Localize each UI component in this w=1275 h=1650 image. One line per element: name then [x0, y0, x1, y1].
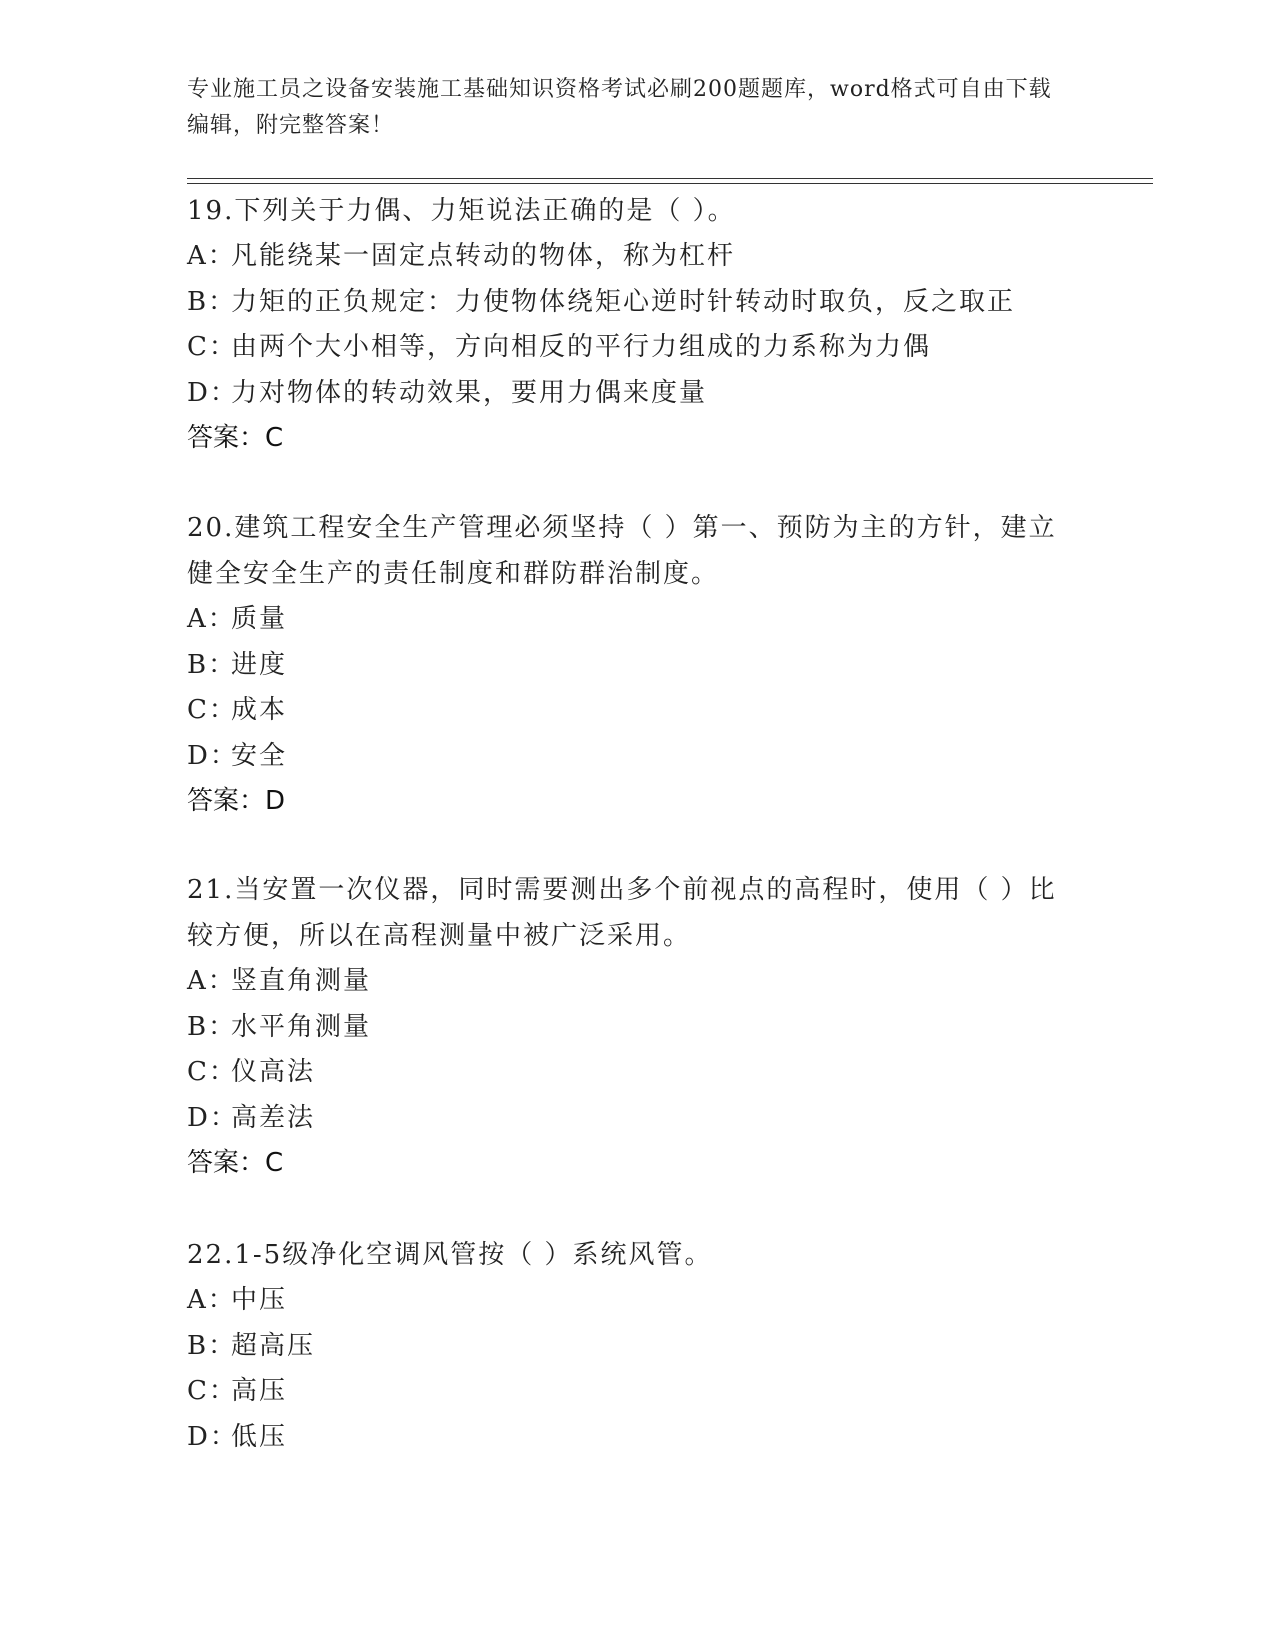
question-stem: 22.1-5级净化空调风管按（ ）系统风管。 — [187, 1240, 713, 1270]
option-text: 中压 — [231, 1285, 288, 1315]
option-key: A： — [187, 604, 236, 634]
answer-value: C — [265, 423, 284, 454]
question-stem: 19.下列关于力偶、力矩说法正确的是（ ）。 — [187, 196, 736, 226]
option-text: 力对物体的转动效果，要用力偶来度量 — [231, 377, 708, 408]
option-text: 竖直角测量 — [231, 966, 372, 996]
option-key: A： — [187, 241, 236, 271]
answer-label: 答案： — [187, 786, 266, 817]
option-key: D： — [187, 1102, 238, 1133]
header-divider-top — [187, 178, 1153, 179]
option-key: A： — [187, 1285, 236, 1315]
option-key: C： — [187, 332, 237, 363]
option-d — [187, 371, 1067, 417]
option-text: 进度 — [231, 649, 288, 680]
option-a — [187, 234, 1067, 280]
answer-line — [187, 416, 1067, 462]
option-c — [187, 325, 1067, 371]
option-key: D： — [187, 740, 238, 771]
option-key: B： — [187, 1011, 237, 1042]
option-a — [187, 1278, 1067, 1324]
option-b — [187, 1005, 1067, 1051]
answer-label: 答案： — [187, 423, 266, 454]
question-21 — [187, 867, 1067, 1187]
header-divider-bottom — [187, 183, 1153, 184]
option-key: C： — [187, 695, 237, 726]
question-19 — [187, 188, 1067, 462]
option-key: B： — [187, 286, 237, 317]
option-b — [187, 280, 1067, 326]
option-c — [187, 1369, 1067, 1415]
question-22 — [187, 1232, 1067, 1460]
option-c — [187, 688, 1067, 734]
option-d — [187, 1096, 1067, 1142]
option-key: C： — [187, 1376, 237, 1407]
option-text: 凡能绕某一固定点转动的物体，称为杠杆 — [231, 241, 736, 271]
option-text: 由两个大小相等，方向相反的平行力组成的力系称为力偶 — [231, 332, 932, 363]
option-key: C： — [187, 1057, 237, 1088]
option-key: D： — [187, 1421, 238, 1452]
answer-line — [187, 1141, 1067, 1187]
question-stem: 21.当安置一次仪器，同时需要测出多个前视点的高程时，使用（ ）比较方便，所以在高程测量中被广泛采用。 — [187, 875, 1057, 951]
option-b — [187, 643, 1067, 689]
option-c — [187, 1050, 1067, 1096]
option-key: B： — [187, 1330, 237, 1361]
option-key: A： — [187, 966, 236, 996]
document-header: 专业施工员之设备安装施工基础知识资格考试必刷200题题库，word格式可自由下载编辑，附完整答案！ — [187, 77, 1052, 138]
option-text: 低压 — [231, 1421, 288, 1452]
option-text: 仪高法 — [231, 1057, 316, 1088]
answer-value: D — [265, 786, 286, 817]
option-text: 水平角测量 — [231, 1011, 372, 1042]
option-text: 高压 — [231, 1376, 288, 1407]
option-d — [187, 1415, 1067, 1461]
option-text: 高差法 — [231, 1102, 316, 1133]
option-text: 超高压 — [231, 1330, 316, 1361]
option-text: 安全 — [231, 740, 288, 771]
option-key: B： — [187, 649, 237, 680]
question-20 — [187, 505, 1067, 825]
option-b — [187, 1324, 1067, 1370]
option-text: 质量 — [231, 604, 288, 634]
option-a — [187, 597, 1067, 643]
answer-value: C — [265, 1148, 284, 1179]
question-stem: 20.建筑工程安全生产管理必须坚持（ ）第一、预防为主的方针，建立健全安全生产的责任制度和群防群治制度。 — [187, 513, 1057, 589]
option-key: D： — [187, 377, 238, 408]
answer-label: 答案： — [187, 1148, 266, 1179]
option-a — [187, 959, 1067, 1005]
option-text: 力矩的正负规定：力使物体绕矩心逆时针转动时取负，反之取正 — [231, 286, 1016, 317]
option-d — [187, 734, 1067, 780]
option-text: 成本 — [231, 695, 288, 726]
answer-line — [187, 779, 1067, 825]
